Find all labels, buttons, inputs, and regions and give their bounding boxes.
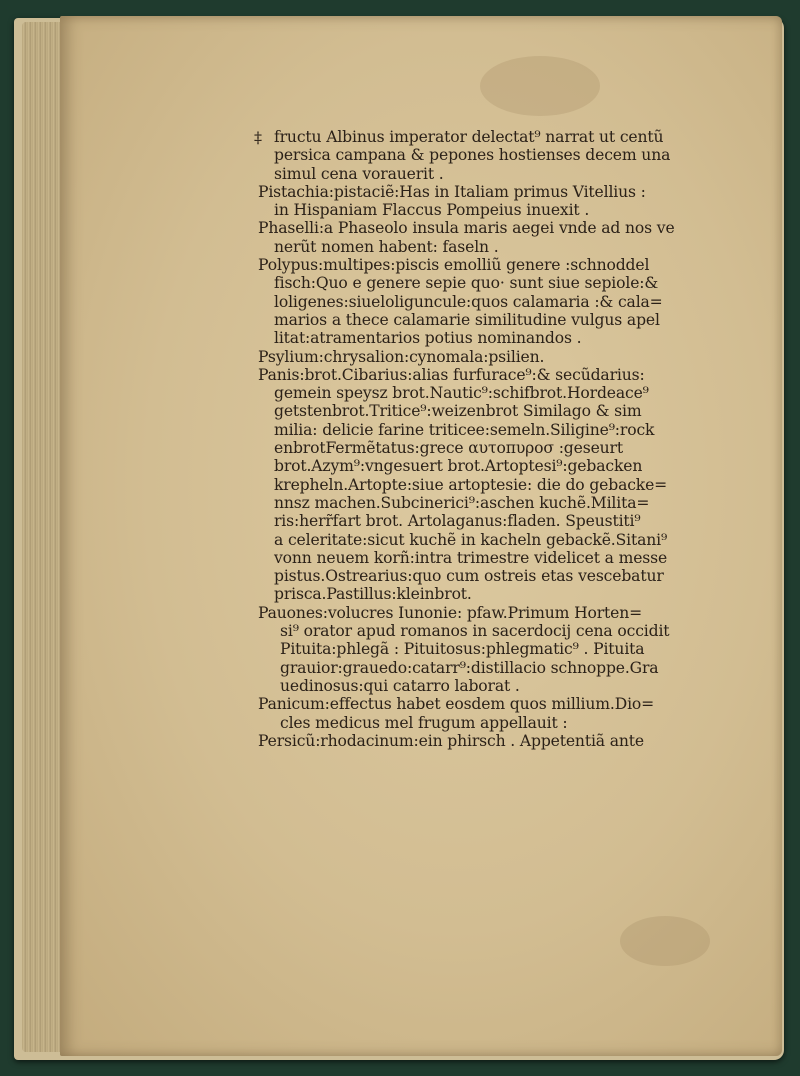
text-line: vonn neuem korñ:intra trimestre videlicet a messe xyxy=(274,548,668,567)
text-line: nnsz machen.Subcinerici⁹:aschen kuchẽ.Milita= xyxy=(274,493,650,512)
text-line: ris:herr̃fart brot. Artolaganus:fladen. Speustiti⁹ xyxy=(274,512,641,531)
text-line: simul cena vorauerit . xyxy=(274,164,444,183)
text-line: Pituita:phlegã : Pituitosus:phlegmatic⁹ . Pituita xyxy=(280,640,645,659)
text-line: prisca.Pastillus:kleinbrot. xyxy=(274,585,472,604)
text-line: marios a thece calamarie similitudine vulgus apel xyxy=(274,310,660,329)
paper-stain xyxy=(620,916,710,966)
text-line: uedinosus:qui catarro laborat . xyxy=(280,676,520,695)
text-line: cles medicus mel frugum appellauit : xyxy=(280,713,568,732)
text-column xyxy=(258,128,720,750)
text-line: Polypus:multipes:piscis emolliũ genere :schnoddel xyxy=(258,256,650,275)
text-line: krepheln.Artopte:siue artoptesie: die do gebacke= xyxy=(274,475,668,494)
text-line: pistus.Ostrearius:quo cum ostreis etas vescebatur xyxy=(274,567,664,586)
text-line: Persicũ:rhodacinum:ein phirsch . Appetentiã ante xyxy=(258,731,644,750)
text-line: brot.Azym⁹:vngesuert brot.Artoptesi⁹:gebacken xyxy=(274,457,643,476)
text-line: loligenes:siueloliguncule:quos calamaria :& cala= xyxy=(274,292,663,311)
text-line: milia: delicie farine triticee:semeln.Siligine⁹:rock xyxy=(274,420,655,439)
paragraph-mark-icon: ‡ xyxy=(254,128,262,147)
text-line: Psylium:chrysalion:cynomala:psilien. xyxy=(258,347,545,366)
text-line: fructu Albinus imperator delectat⁹ narrat ut centũ xyxy=(274,128,664,146)
text-line: litat:atramentarios potius nominandos . xyxy=(274,329,582,348)
paper-stain xyxy=(480,56,600,116)
text-line: grauior:grauedo:catarr⁹:distillacio schnoppe.Gra xyxy=(280,658,659,677)
text-line: gemein speysz brot.Nautic⁹:schifbrot.Hordeace⁹ xyxy=(274,384,649,403)
text-line: enbrotFermẽtatus:grece αυτοπυροσ :geseurt xyxy=(274,439,623,458)
text-line: getstenbrot.Tritice⁹:weizenbrot Similago & sim xyxy=(274,402,642,421)
text-line: Panicum:effectus habet eosdem quos millium.Dio= xyxy=(258,695,655,714)
text-line: nerũt nomen habent: faseln . xyxy=(274,237,499,256)
text-line: si⁹ orator apud romanos in sacerdocij cena occidit xyxy=(280,622,670,641)
text-line: persica campana & pepones hostienses decem una xyxy=(274,146,671,165)
text-line: in Hispaniam Flaccus Pompeius inuexit . xyxy=(274,201,590,220)
text-line: Panis:brot.Cibarius:alias furfurace⁹:& secũdarius: xyxy=(258,365,645,384)
text-line: Pauones:volucres Iunonie: pfaw.Primum Horten= xyxy=(258,603,643,622)
text-line: Pistachia:pistaciẽ:Has in Italiam primus Vitellius : xyxy=(258,182,646,201)
text-line: fisch:Quo e genere sepie quo· sunt siue sepiole:& xyxy=(274,274,659,293)
text-line: Phaselli:a Phaseolo insula maris aegei vnde ad nos ve xyxy=(258,219,675,238)
text-line: a celeritate:sicut kuchẽ in kacheln gebackẽ.Sitani⁹ xyxy=(274,530,668,549)
